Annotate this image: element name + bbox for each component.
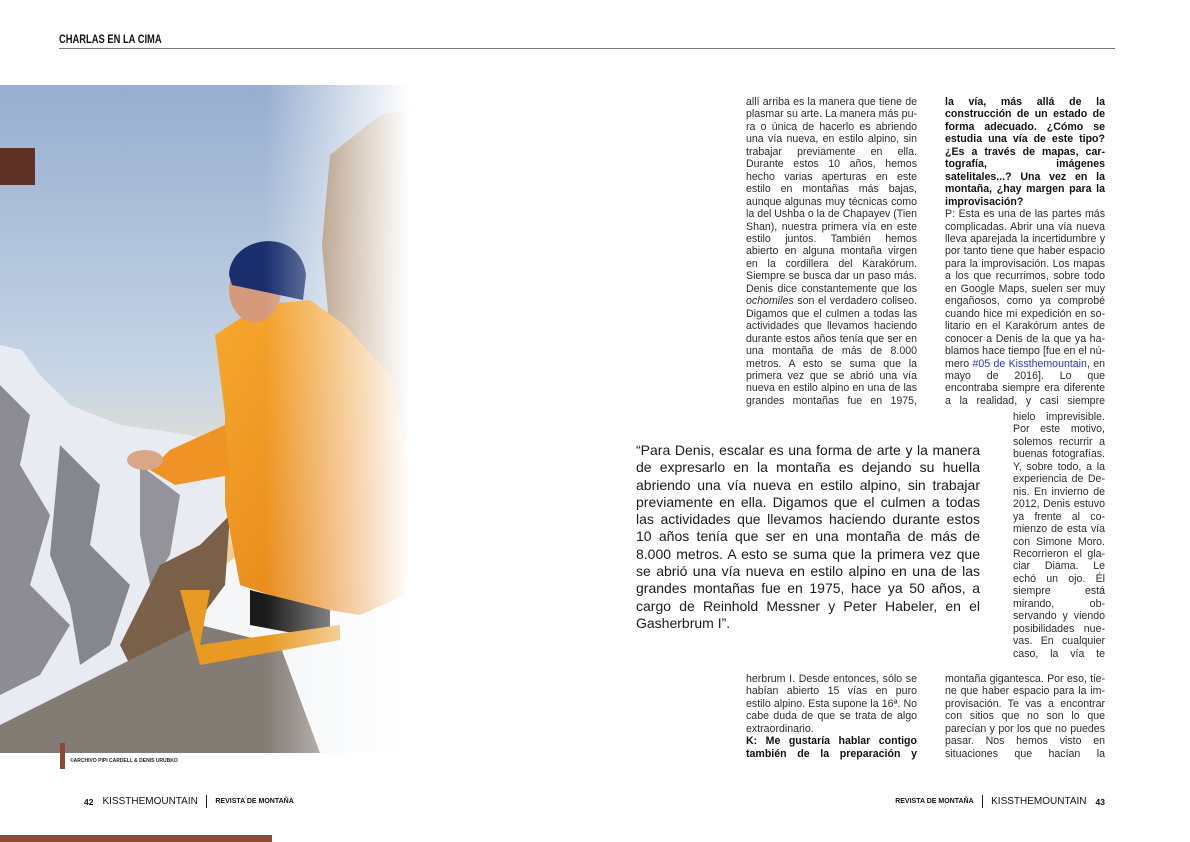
interview-answer: , en mayo de 2016]. Lo que encontraba siempre era diferente a la realidad, y casi siempre (945, 357, 1105, 407)
magazine-subtitle: REVISTA DE MONTAÑA (215, 798, 294, 805)
interview-answer: hielo imprevisible. Por este motivo, solemos recurrir a buenas fotografías. Y, sobre todo, a la experiencia de Denis. En invierno de 2012, Denis estuvo ya frente al comienzo de esta vía con Simone Moro. Recorrieron el glaciar Diama. Le echó un ojo. Él siempre está mirando, observando y viendo posibilidades nuevas. En cualquier caso, la vía te (1013, 411, 1105, 660)
bottom-accent-bar (0, 835, 272, 842)
body-column-2-bottom (945, 673, 1105, 761)
magazine-name: KISSTHEMOUNTAIN (991, 796, 1087, 807)
section-title: CHARLAS EN LA CIMA (59, 32, 162, 46)
page-number: 42 (84, 796, 94, 807)
body-text: son el verdadero coliseo. Digamos que el culmen a todas las actividades que llevamos haciendo durante estos años tenía que ser en una montaña de más de 8.000 metros. A esto se suma que la primera vez que se abrió una vía nueva en estilo alpino en una de las grandes montañas fue en 1975, (746, 295, 917, 407)
climber-photo (0, 85, 482, 753)
interview-question: K: Me gustaría hablar contigo también de la preparación y (746, 735, 917, 760)
footer-separator (982, 795, 984, 808)
caption-bar (60, 743, 65, 769)
magazine-subtitle: REVISTA DE MONTAÑA (895, 798, 974, 805)
photo-credit: ©ARCHIVO PIPI CARDELL & DENIS URUBKO (70, 758, 178, 764)
interview-answer: montaña gigantesca. Por eso, tiene que haber espacio para la improvisación. Te vas a encontrar con sitios que no son lo que parecían y por los que no puedes pasar. Nos hemos visto en situaciones que hacían la (945, 673, 1105, 760)
body-column-2-narrow (1013, 411, 1105, 661)
footer-right (895, 795, 1105, 808)
body-text: allí arriba es la manera que tiene de plasmar su arte. La manera más pura o única de hacerlo es abriendo una vía nueva, en estilo alpino, sin trabajar previamente en ella. Durante estos 10 años, hemos hecho varias aperturas en este estilo en montañas más bajas, aunque algunas muy técnicas como la del Ushba o la de Chapayev (Tien Shan), nuestra primera vía en este estilo juntos. También hemos abierto en alguna montaña virgen en la cordillera del Karakórum. Siempre se busca dar un paso más. Denis dice constantemente que los (746, 96, 917, 295)
brand-color-block (0, 148, 35, 185)
photo-fade (0, 85, 482, 753)
footer-left (84, 795, 294, 808)
italic-term: ochomiles (746, 295, 794, 308)
issue-link[interactable]: #05 de Kissthemountain (972, 357, 1087, 370)
interview-question: la vía, más allá de la construcción de un estado de forma adecuado. ¿Cómo se estudia una vía de este tipo? ¿Es a través de mapas, cartografía, imágenes satelitales...? Una vez en la montaña, ¿hay margen para la improvisación? (945, 96, 1105, 208)
body-column-2-top (945, 96, 1105, 407)
body-text: herbrum I. Desde entonces, sólo se habían abierto 15 vías en puro estilo alpino. Esta supone la 16ª. No cabe duda de que se trata de algo extraordinario. (746, 673, 917, 735)
interview-answer: P: Esta es una de las partes más complicadas. Abrir una vía nueva lleva aparejada la incertidumbre y por tanto tiene que haber espacio para la improvisación. Los mapas a los que recurrimos, sobre todo en Google Maps, suelen ser muy engañosos, como ya comprobé cuando hice mi expedición en solitario en el Karakórum antes de conocer a Denis de la que ya hablamos hace tiempo [fue en el número (945, 208, 1105, 370)
page-number: 43 (1095, 796, 1105, 807)
body-column-1-top (746, 96, 917, 407)
magazine-name: KISSTHEMOUNTAIN (102, 796, 198, 807)
pull-quote: “Para Denis, escalar es una forma de arte y la manera de expresarlo en la montaña es dejando su huella abriendo una vía nueva en estilo alpino, sin trabajar previamente en ella. Digamos que el culmen a todas las actividades que llevamos haciendo durante estos 10 años tenía que ser en una montaña de más de 8.000 metros. A esto se suma que la primera vez que se abrió una vía nueva en estilo alpino en una de las grandes montañas fue en 1975, hace ya 50 años, a cargo de Reinhold Messner y Peter Habeler, en el Gasherbrum I”. (636, 442, 980, 631)
header-rule (59, 48, 1115, 49)
footer-separator (206, 795, 208, 808)
body-column-1-bottom (746, 673, 917, 761)
